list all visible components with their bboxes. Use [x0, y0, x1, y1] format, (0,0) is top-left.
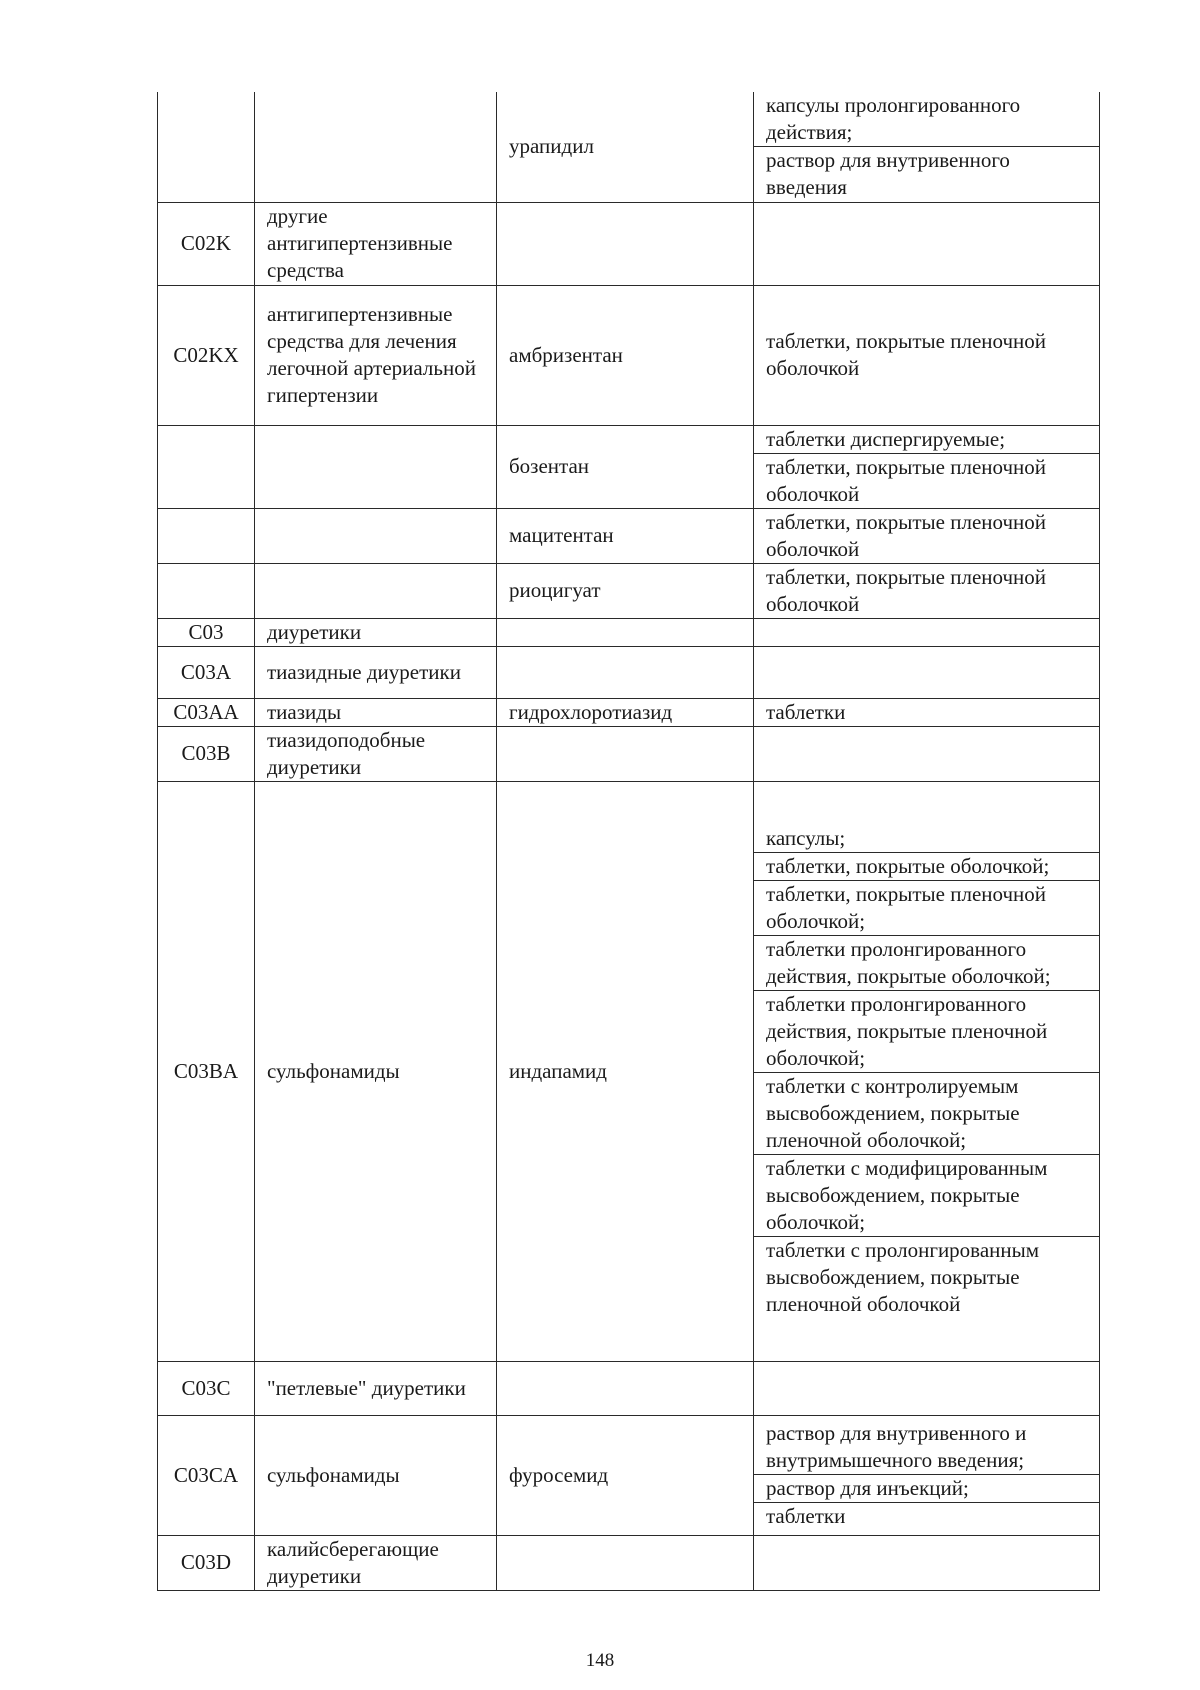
- group-name-cell: калийсберегающие диуретики: [255, 1535, 497, 1590]
- dosage-forms-cell: [754, 726, 1100, 781]
- dosage-forms-cell: [754, 202, 1100, 285]
- atc-code-cell: C03D: [158, 1535, 255, 1590]
- dosage-forms-cell: [754, 618, 1100, 646]
- dosage-form-item: раствор для инъекций;: [754, 1474, 1099, 1502]
- dosage-forms-list: [754, 1420, 1099, 1530]
- dosage-forms-cell: [754, 285, 1100, 425]
- dosage-form-item: таблетки, покрытые пленочной оболочкой;: [754, 880, 1099, 935]
- dosage-form-item: таблетки, покрытые пленочной оболочкой: [766, 509, 1047, 561]
- dosage-form-item: таблетки диспергируемые;: [766, 426, 1006, 451]
- table-row: [158, 508, 1100, 563]
- dosage-forms-cell: [754, 781, 1100, 1361]
- table-row: [158, 618, 1100, 646]
- drug-name-cell: [497, 726, 754, 781]
- dosage-form-item: таблетки с пролонгированным высвобождением, покрытые пленочной оболочкой: [754, 1236, 1099, 1318]
- atc-code-cell: C03: [158, 618, 255, 646]
- dosage-forms-cell: [754, 563, 1100, 618]
- dosage-forms-list: [754, 699, 1099, 726]
- dosage-forms-cell: [754, 425, 1100, 508]
- atc-code-cell: C03C: [158, 1361, 255, 1415]
- group-name-cell: [255, 563, 497, 618]
- dosage-form-item: таблетки: [766, 699, 846, 724]
- dosage-form-item: таблетки с контролируемым высвобождением, покрытые пленочной оболочкой;: [754, 1072, 1099, 1154]
- dosage-form-item: таблетки, покрытые оболочкой;: [754, 852, 1099, 880]
- atc-code-cell: [158, 508, 255, 563]
- table-row: [158, 202, 1100, 285]
- dosage-forms-list: [754, 426, 1099, 508]
- group-name-cell: другие антигипертензивные средства: [255, 202, 497, 285]
- dosage-forms-cell: [754, 1535, 1100, 1590]
- dosage-form-item: раствор для внутривенного и внутримышечного введения;: [766, 1421, 1027, 1472]
- table-row: [158, 563, 1100, 618]
- dosage-form-item: таблетки: [754, 1502, 1099, 1530]
- page-number: 148: [585, 1650, 615, 1671]
- group-name-cell: "петлевые" диуретики: [255, 1361, 497, 1415]
- atc-code-cell: C03A: [158, 646, 255, 698]
- atc-code-cell: C02KX: [158, 285, 255, 425]
- group-name-cell: диуретики: [255, 618, 497, 646]
- table-row: [158, 726, 1100, 781]
- drug-name-cell: гидрохлоротиазид: [497, 698, 754, 726]
- table-row: [158, 781, 1100, 1361]
- dosage-forms-list: [754, 92, 1099, 201]
- drug-name-cell: [497, 1361, 754, 1415]
- dosage-form-item: таблетки пролонгированного действия, покрытые оболочкой;: [754, 935, 1099, 990]
- dosage-forms-cell: [754, 646, 1100, 698]
- dosage-forms-cell: [754, 508, 1100, 563]
- table-row: [158, 646, 1100, 698]
- table-row: [158, 1415, 1100, 1535]
- group-name-cell: антигипертензивные средства для лечения легочной артериальной гипертензии: [255, 285, 497, 425]
- dosage-form-item: таблетки, покрытые пленочной оболочкой: [754, 453, 1099, 508]
- dosage-form-item: таблетки с модифицированным высвобождением, покрытые оболочкой;: [754, 1154, 1099, 1236]
- drug-name-cell: мацитентан: [497, 508, 754, 563]
- dosage-form-item: капсулы;: [766, 825, 846, 850]
- atc-code-cell: C03AA: [158, 698, 255, 726]
- drug-name-cell: риоцигуат: [497, 563, 754, 618]
- drug-name-cell: [497, 618, 754, 646]
- dosage-forms-cell: [754, 92, 1100, 202]
- group-name-cell: сульфонамиды: [255, 781, 497, 1361]
- drug-name-cell: фуросемид: [497, 1415, 754, 1535]
- atc-code-cell: [158, 425, 255, 508]
- table-row: [158, 285, 1100, 425]
- drug-name-cell: амбризентан: [497, 285, 754, 425]
- atc-code-cell: C02K: [158, 202, 255, 285]
- drug-name-cell: [497, 646, 754, 698]
- group-name-cell: [255, 92, 497, 202]
- dosage-forms-cell: [754, 1361, 1100, 1415]
- table-row: [158, 425, 1100, 508]
- drug-table: [157, 92, 1100, 1591]
- dosage-form-item: капсулы пролонгированного действия;: [766, 93, 1021, 145]
- drug-name-cell: индапамид: [497, 781, 754, 1361]
- dosage-form-item: таблетки пролонгированного действия, покрытые пленочной оболочкой;: [754, 990, 1099, 1072]
- dosage-forms-list: [754, 825, 1099, 1318]
- drug-name-cell: [497, 202, 754, 285]
- dosage-forms-list: [754, 509, 1099, 563]
- dosage-forms-list: [754, 564, 1099, 618]
- atc-code-cell: [158, 92, 255, 202]
- drug-name-cell: [497, 1535, 754, 1590]
- table-row: [158, 698, 1100, 726]
- group-name-cell: тиазидоподобные диуретики: [255, 726, 497, 781]
- dosage-forms-cell: [754, 698, 1100, 726]
- dosage-form-item: раствор для внутривенного введения: [754, 146, 1099, 201]
- atc-code-cell: [158, 563, 255, 618]
- drug-name-cell: бозентан: [497, 425, 754, 508]
- drug-name-cell: урапидил: [497, 92, 754, 202]
- dosage-form-item: таблетки, покрытые пленочной оболочкой: [766, 564, 1047, 616]
- atc-code-cell: C03B: [158, 726, 255, 781]
- drug-table-body: [158, 92, 1100, 1590]
- table-row: [158, 1361, 1100, 1415]
- atc-code-cell: C03CA: [158, 1415, 255, 1535]
- group-name-cell: [255, 508, 497, 563]
- group-name-cell: тиазиды: [255, 698, 497, 726]
- dosage-form-item: таблетки, покрытые пленочной оболочкой: [766, 329, 1047, 380]
- dosage-forms-list: [754, 328, 1099, 382]
- dosage-forms-cell: [754, 1415, 1100, 1535]
- group-name-cell: [255, 425, 497, 508]
- table-row: [158, 1535, 1100, 1590]
- atc-code-cell: C03BA: [158, 781, 255, 1361]
- group-name-cell: тиазидные диуретики: [255, 646, 497, 698]
- table-row: [158, 92, 1100, 202]
- group-name-cell: сульфонамиды: [255, 1415, 497, 1535]
